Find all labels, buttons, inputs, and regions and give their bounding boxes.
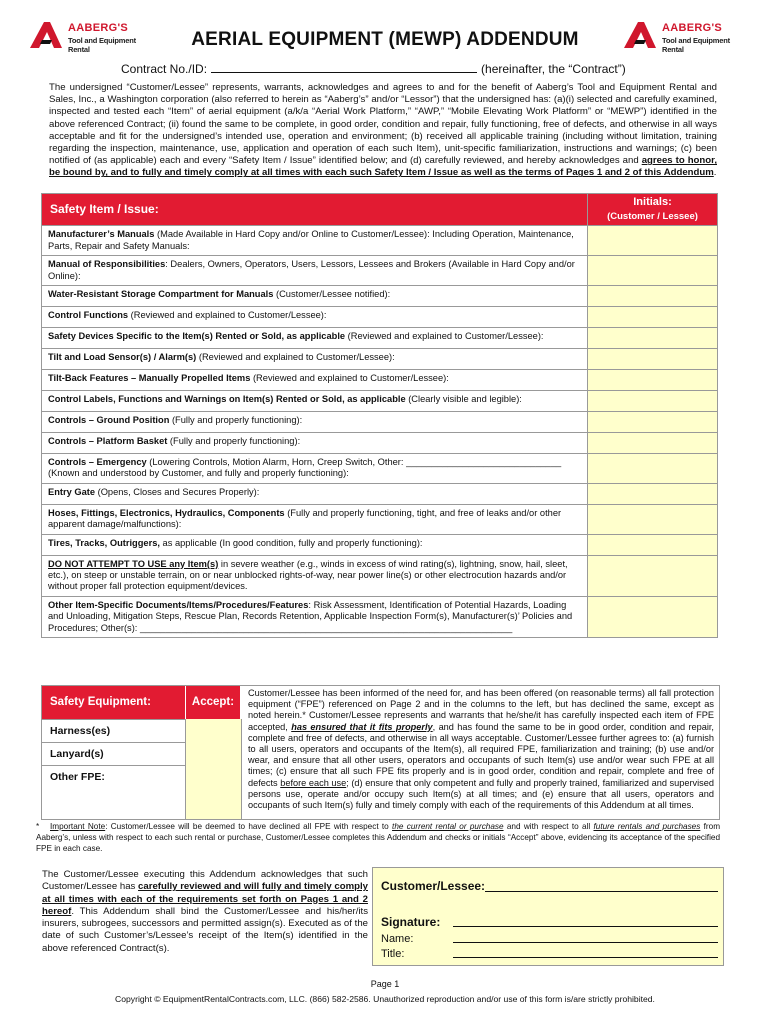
initials-field[interactable] [588,504,718,534]
page-title: AERIAL EQUIPMENT (MEWP) ADDENDUM [191,29,579,50]
safety-item-text [42,596,588,637]
note-text-a: : Customer/Lessee will be deemed to have declined all FPE with respect to [105,822,389,831]
safety-item-text [42,412,588,433]
table-row [42,483,718,504]
note-label: Important Note [50,822,106,831]
logo-subtitle: Tool and Equipment Rental [68,36,136,54]
safety-item-title: Entry Gate [48,486,96,497]
contract-label: Contract No./ID: [121,62,208,76]
initials-header [588,194,718,226]
contract-suffix: (hereinafter, the “Contract”) [481,62,626,76]
initials-field[interactable] [588,286,718,307]
safety-item-desc: (Fully and properly functioning): [167,436,301,447]
fpe-text-fits: has ensured that it fits properly [291,721,433,732]
safety-equipment-section [41,685,720,820]
table-row [42,286,718,307]
safety-item-desc: (Reviewed and explained to Customer/Lessee): [250,373,449,384]
table-row [42,504,718,534]
accept-fields[interactable] [185,719,242,819]
safety-item-text [42,256,588,286]
note-text-e: from Aaberg’s, unless with respect to each such rental or purchase, Customer/Lessee completes this Addendum and checks or initials “Accept” above, evidencing its acceptance of the specified FPE in each case. [36,822,721,853]
safety-item-desc: (Fully and properly functioning): [169,415,303,426]
initials-field[interactable] [588,534,718,555]
note-current-rental: the current rental or purchase [392,822,504,831]
initials-field[interactable] [588,596,718,637]
table-row [42,370,718,391]
intro-paragraph [49,82,717,180]
safety-item-text [42,504,588,534]
table-row [42,226,718,256]
safety-item-desc: (Lowering Controls, Motion Alarm, Horn, Creep Switch, Other: ______________________________ (Known and understood by Customer, and fully and properly functioning): [48,457,562,479]
exec-text-bold: carefully reviewed and will fully and timely comply at all times with each of the requirements set forth on Pages 1 and 2 hereof [42,881,368,917]
safety-equipment-header: Safety Equipment: [42,686,185,719]
table-row [42,412,718,433]
safety-item-text [42,349,588,370]
safety-item-text [42,391,588,412]
fpe-text-c: , and has found the same to be in good order, condition and repair, complete and free of defects, and otherwise in all ways acceptable. Customer/Lessee further agrees to: (a) furnish to all users, operators and occupants of the Item(s), all required FPE, familiarization and training; (b) use and/or wear, and ensure that all other users, operators and occupants of such Item(s) use and/or wear such FPE at all times; (c) ensure that all such FPE fits properly and is in good order, condition and repair, complete and free of defects [248,721,714,788]
initials-sub-label: (Customer / Lessee) [607,210,698,222]
safety-item-desc: : Dealers, Owners, Operators, Users, Lessors, Lessees and Brokers (Available in Hard Copy and/or Online): [48,259,575,281]
fpe-paragraph [248,688,714,811]
safety-item-title: Controls – Ground Position [48,415,170,426]
safety-item-title: Other Item-Specific Documents/Items/Procedures/Features [48,599,309,610]
table-row [42,391,718,412]
safety-item-desc: (Reviewed and explained to Customer/Lessee): [196,352,395,363]
table-row [42,433,718,454]
important-note [36,821,720,854]
safety-item-text [42,454,588,484]
initials-field[interactable] [588,256,718,286]
name-label: Name: [381,933,414,945]
safety-item-desc: (Opens, Closes and Secures Properly): [95,486,260,497]
initials-field[interactable] [588,370,718,391]
exec-text-c: . This Addendum shall bind the Customer/Lessee and his/her/its insurers, subrogees, successors and permitted assign(s). Executed as of the date of such Customer’s/Lessee’s receipt of the Item(s) identified in the above referenced Contract(s). [42,905,368,954]
safety-item-desc: : Risk Assessment, Identification of Potential Hazards, Loading and Unloading, Mitigation Steps, Rescue Plan, Records Retention, Applicable Inspection Form(s), Manufacturer(s)’ Policies and Procedures; Other(s): ________________________________________________________________________ [48,599,573,633]
title-field[interactable] [453,957,718,958]
safety-item-title: Hoses, Fittings, Electronics, Hydraulics, Components [48,507,285,518]
safety-item-desc: (Reviewed and explained to Customer/Lessee): [345,331,544,342]
safety-item-desc: (Clearly visible and legible): [405,394,522,405]
safety-item-title: Controls – Emergency [48,457,147,468]
safety-item-text [42,483,588,504]
safety-item-title: Manufacturer’s Manuals [48,229,155,240]
accept-header: Accept: [186,686,240,719]
intro-end: . [713,167,717,179]
contract-line [121,61,626,76]
table-row [42,349,718,370]
table-row [42,596,718,637]
logo-subtitle: Tool and Equipment Rental [662,36,730,54]
initials-field[interactable] [588,226,718,256]
lanyard-label: Lanyard(s) [42,742,185,764]
table-row [42,454,718,484]
copyright-footer: Copyright © EquipmentRentalContracts.com, LLC. (866) 582-2586. Unauthorized reproduction and/or use of this form is/are strictly prohibited. [115,994,655,1004]
harness-label: Harness(es) [42,719,185,741]
execution-paragraph [42,869,368,955]
safety-item-desc: (Made Available in Hard Copy and/or Online to Customer/Lessee): Including Operation, Maintenance, Parts, Repair and Safety Manuals: [48,229,574,251]
safety-item-title: Controls – Platform Basket [48,436,168,447]
safety-item-text [42,534,588,555]
note-text-c: and with respect to all [506,822,591,831]
safety-item-desc: (Reviewed and explained to Customer/Lessee): [128,310,327,321]
initials-field[interactable] [588,433,718,454]
safety-item-title: Tires, Tracks, Outriggers, [48,537,160,548]
safety-item-title: Tilt and Load Sensor(s) / Alarm(s) [48,352,197,363]
table-row [42,534,718,555]
note-star: * [36,822,40,831]
safety-item-text [42,433,588,454]
safety-item-title: DO NOT ATTEMPT TO USE any Item(s) [48,558,219,569]
note-future-rentals: future rentals and purchases [593,822,701,831]
safety-item-text [42,328,588,349]
contract-id-field[interactable] [211,61,477,73]
safety-item-title: Control Labels, Functions and Warnings on Item(s) Rented or Sold, as applicable [48,394,406,405]
safety-item-text [42,555,588,596]
initials-field[interactable] [588,391,718,412]
signature-field[interactable] [453,926,718,927]
safety-item-title: Manual of Responsibilities [48,259,166,270]
initials-field[interactable] [588,412,718,433]
initials-field[interactable] [588,454,718,484]
logo-brand: AABERG'S [662,22,723,34]
fpe-text-e: ; (d) ensure that only competent and fully and properly trained, familiarized and supervised persons use, operate and/or occupy such Item(s) at all times; and (e) ensure that all users, operators and occupants of such Item(s) fully and timely comply with each of the requirements of this Addendum at all times. [248,777,714,811]
initials-label: Initials: [633,196,672,209]
initials-field[interactable] [588,349,718,370]
safety-item-title: Safety Devices Specific to the Item(s) Rented or Sold, as applicable [48,331,346,342]
signature-box [372,867,724,966]
intro-bold-agreement: agrees to honor, be bound by, and to fully and timely comply at all times with each such Safety Item / Issue as well as the terms of Pages 1 and 2 of this Addendum [49,155,717,179]
logo-brand: AABERG'S [68,22,129,34]
initials-field[interactable] [588,307,718,328]
safety-item-title: Water-Resistant Storage Compartment for Manuals [48,289,274,300]
safety-item-title: Control Functions [48,310,129,321]
table-row [42,555,718,596]
initials-field[interactable] [588,328,718,349]
initials-field[interactable] [588,555,718,596]
exec-text-a: The Customer/Lessee executing this Addendum acknowledges that such Customer/Lessee has [42,869,368,893]
intro-text: The undersigned “Customer/Lessee” represents, warrants, acknowledges and agrees to and for the benefit of Aaberg’s Tool and Equipment Rental and Sales, Inc., a Washington corporation (also referred to herein as “Aaberg’s” and/or “Lessor”) that the undersigned has: (a)(i) selected and carefully examined, inspected and tested each “Item” of aerial equipment (a/k/a “Aerial Work Platform,” “AWP,” “Mobile Elevating Work Platform” or “MEWP”) identified in the above referenced Contract; (ii) found the same to be complete, in good order, condition and repair, fully functioning, free of defects, and otherwise in all ways acceptable and fit for the undersigned’s intended use, operation and environment; (b) received all applicable training (including without limitation, training regarding the inspection, maintenance, use, application and operation of each such Item), unit-specific familiarization, instructions and warnings; (c) been notified of (as applicable) each and every “Safety Item / Issue” identified below; and (d) carefully reviewed, and hereby acknowledges and [49,82,717,167]
customer-lessee-label: Customer/Lessee: [381,879,486,893]
name-field[interactable] [453,942,718,943]
safety-item-desc: as applicable (In good condition, fully and properly functioning): [159,537,423,548]
page-number: Page 1 [370,979,400,989]
safety-item-text [42,286,588,307]
safety-item-desc: in severe weather (e.g., winds in excess of wind rating(s), lightning, snow, hail, sleet, etc.), on steep or unstable terrain, on or near unblocked rights-of-way, near power line(s) or other electrocution hazards and/or without proper fall protection equipment/devices. [48,558,568,592]
safety-item-header: Safety Item / Issue: [42,194,588,226]
safety-item-desc: (Customer/Lessee notified): [273,289,391,300]
initials-field[interactable] [588,483,718,504]
other-fpe-label: Other FPE: [42,765,185,787]
title-label: Title: [381,948,405,960]
fpe-text-a: Customer/Lessee has been informed of the need for, and has been offered (on reasonable terms) all fall protection equipment (“FPE”) referenced on Page 2 and in the columns to the left, but has declined the same, except as noted herein.* Customer/Lessee represents and warrants that he/she/it has carefully inspected each item of FPE accepted, [248,688,714,732]
table-row [42,328,718,349]
table-row [42,256,718,286]
safety-items-table [41,193,718,638]
fpe-text-before-use: before each use [280,777,347,788]
customer-lessee-field[interactable] [485,891,718,892]
safety-item-text [42,226,588,256]
safety-item-text [42,370,588,391]
signature-label: Signature: [381,915,441,929]
safety-item-desc: (Fully and properly functioning, tight, and free of leaks and/or other apparent damage/malfunctions): [48,507,562,530]
table-row [42,307,718,328]
safety-item-title: Tilt-Back Features – Manually Propelled Items [48,373,251,384]
safety-item-text [42,307,588,328]
